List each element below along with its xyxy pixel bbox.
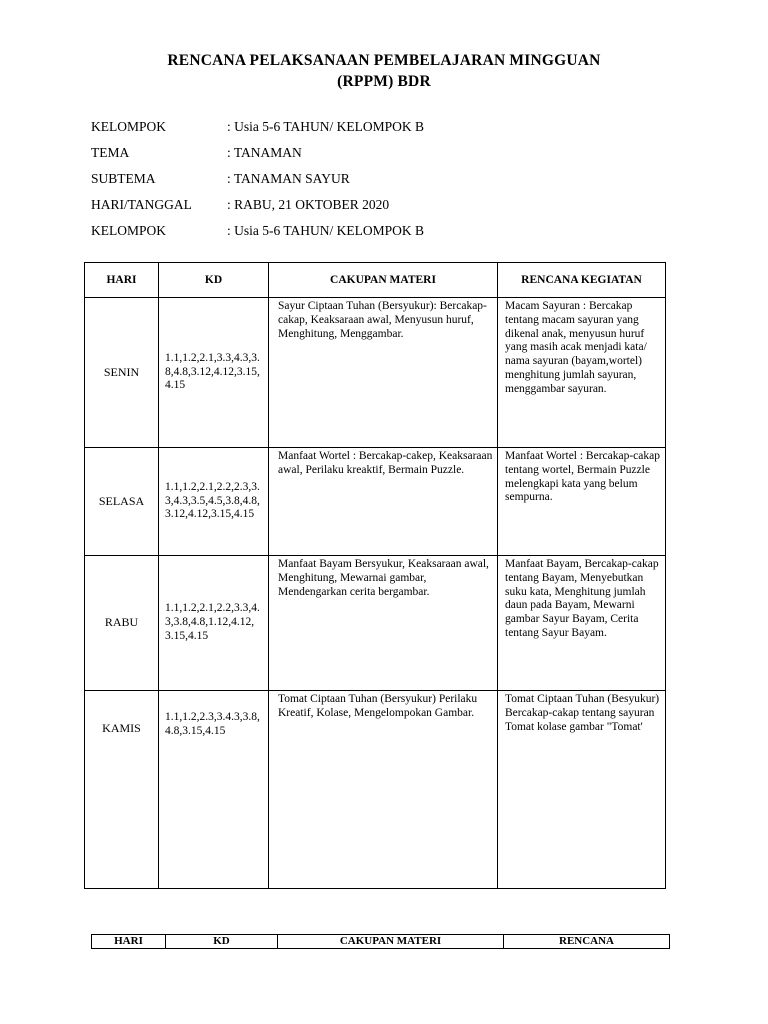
row-hari: SENIN — [85, 298, 159, 448]
header-hari: HARI — [92, 935, 166, 949]
header-cakupan-materi: CAKUPAN MATERI — [269, 263, 498, 298]
header-kd: KD — [166, 935, 278, 949]
row-kd: 1.1,1.2,2.1,2.2,2.3,3.3,4.3,3.5,4.5,3.8,4.8,3.12,4.12,3.15,4.15 — [159, 448, 269, 556]
table-row — [85, 691, 666, 889]
row-hari: RABU — [85, 556, 159, 691]
table-row — [85, 448, 666, 556]
row-kegiatan: Manfaat Bayam, Bercakap-cakap tentang Bayam, Menyebutkan suku kata, Menghitung jumlah daun pada Bayam, Mewarni gambar Sayur Bayam, Cerita tentang Sayur Bayam. — [498, 556, 666, 691]
row-hari: SELASA — [85, 448, 159, 556]
table-header-row — [92, 935, 670, 949]
table-row — [85, 298, 666, 448]
info-row-kelompok-2 — [91, 223, 691, 249]
info-label: KELOMPOK — [91, 223, 167, 238]
row-kegiatan: Tomat Ciptaan Tuhan (Besyukur) Bercakap-cakap tentang sayuran Tomat kolase gambar "Tomat' — [498, 691, 666, 889]
header-hari: HARI — [85, 263, 159, 298]
info-row-hari-tanggal — [91, 197, 691, 223]
info-value: : RABU, 21 OKTOBER 2020 — [227, 197, 390, 212]
row-materi: Manfaat Wortel : Bercakap-cakep, Keaksaraan awal, Perilaku kreaktif, Bermain Puzzle. — [269, 448, 498, 556]
info-row-tema — [91, 145, 691, 171]
info-label: SUBTEMA — [91, 171, 156, 186]
document-title — [84, 50, 684, 92]
row-kegiatan: Macam Sayuran : Bercakap tentang macam sayuran yang dikenal anak, menyusun huruf yang masih acak menjadi kata/ nama sayuran (bayam,wortel) menghitung jumlah sayuran, menggambar sayuran. — [498, 298, 666, 448]
info-value: : TANAMAN SAYUR — [227, 171, 350, 186]
info-value: : TANAMAN — [227, 145, 302, 160]
info-label: TEMA — [91, 145, 130, 160]
info-value: : Usia 5-6 TAHUN/ KELOMPOK B — [227, 223, 425, 238]
title-line-2: (RPPM) BDR — [337, 73, 431, 90]
header-rencana: RENCANA — [504, 935, 670, 949]
row-kd: 1.1,1.2,2.3,3.4.3,3.8,4.8,3.15,4.15 — [159, 691, 269, 889]
row-materi: Manfaat Bayam Bersyukur, Keaksaraan awal, Menghitung, Mewarnai gambar, Mendengarkan cerita bergambar. — [269, 556, 498, 691]
title-line-1: RENCANA PELAKSANAAN PEMBELAJARAN MINGGUAN — [167, 52, 601, 69]
info-value: : Usia 5-6 TAHUN/ KELOMPOK B — [227, 119, 425, 134]
row-hari: KAMIS — [85, 691, 159, 889]
header-rencana-kegiatan: RENCANA KEGIATAN — [498, 263, 666, 298]
row-kegiatan: Manfaat Wortel : Bercakap-cakap tentang wortel, Bermain Puzzle melengkapi kata yang belum sempurna. — [498, 448, 666, 556]
header-cakupan-materi: CAKUPAN MATERI — [278, 935, 504, 949]
row-kd: 1.1,1.2,2.1,2.2,3.3,4.3,3.8,4.8,1.12,4.12,3.15,4.15 — [159, 556, 269, 691]
table-row — [85, 556, 666, 691]
info-label: KELOMPOK — [91, 119, 167, 134]
row-kd: 1.1,1.2,2.1,3.3,4.3,3.8,4.8,3.12,4.12,3.15,4.15 — [159, 298, 269, 448]
info-block — [91, 119, 691, 249]
row-materi: Tomat Ciptaan Tuhan (Bersyukur) Perilaku Kreatif, Kolase, Mengelompokan Gambar. — [269, 691, 498, 889]
info-row-subtema — [91, 171, 691, 197]
info-label: HARI/TANGGAL — [91, 197, 192, 212]
rppm-table — [84, 262, 666, 889]
row-materi: Sayur Ciptaan Tuhan (Bersyukur): Bercakap-cakap, Keaksaraan awal, Menyusun huruf, Menghitung, Menggambar. — [269, 298, 498, 448]
table-header-row — [85, 263, 666, 298]
rppm-table-2 — [91, 934, 670, 949]
info-row-kelompok — [91, 119, 691, 145]
header-kd: KD — [159, 263, 269, 298]
